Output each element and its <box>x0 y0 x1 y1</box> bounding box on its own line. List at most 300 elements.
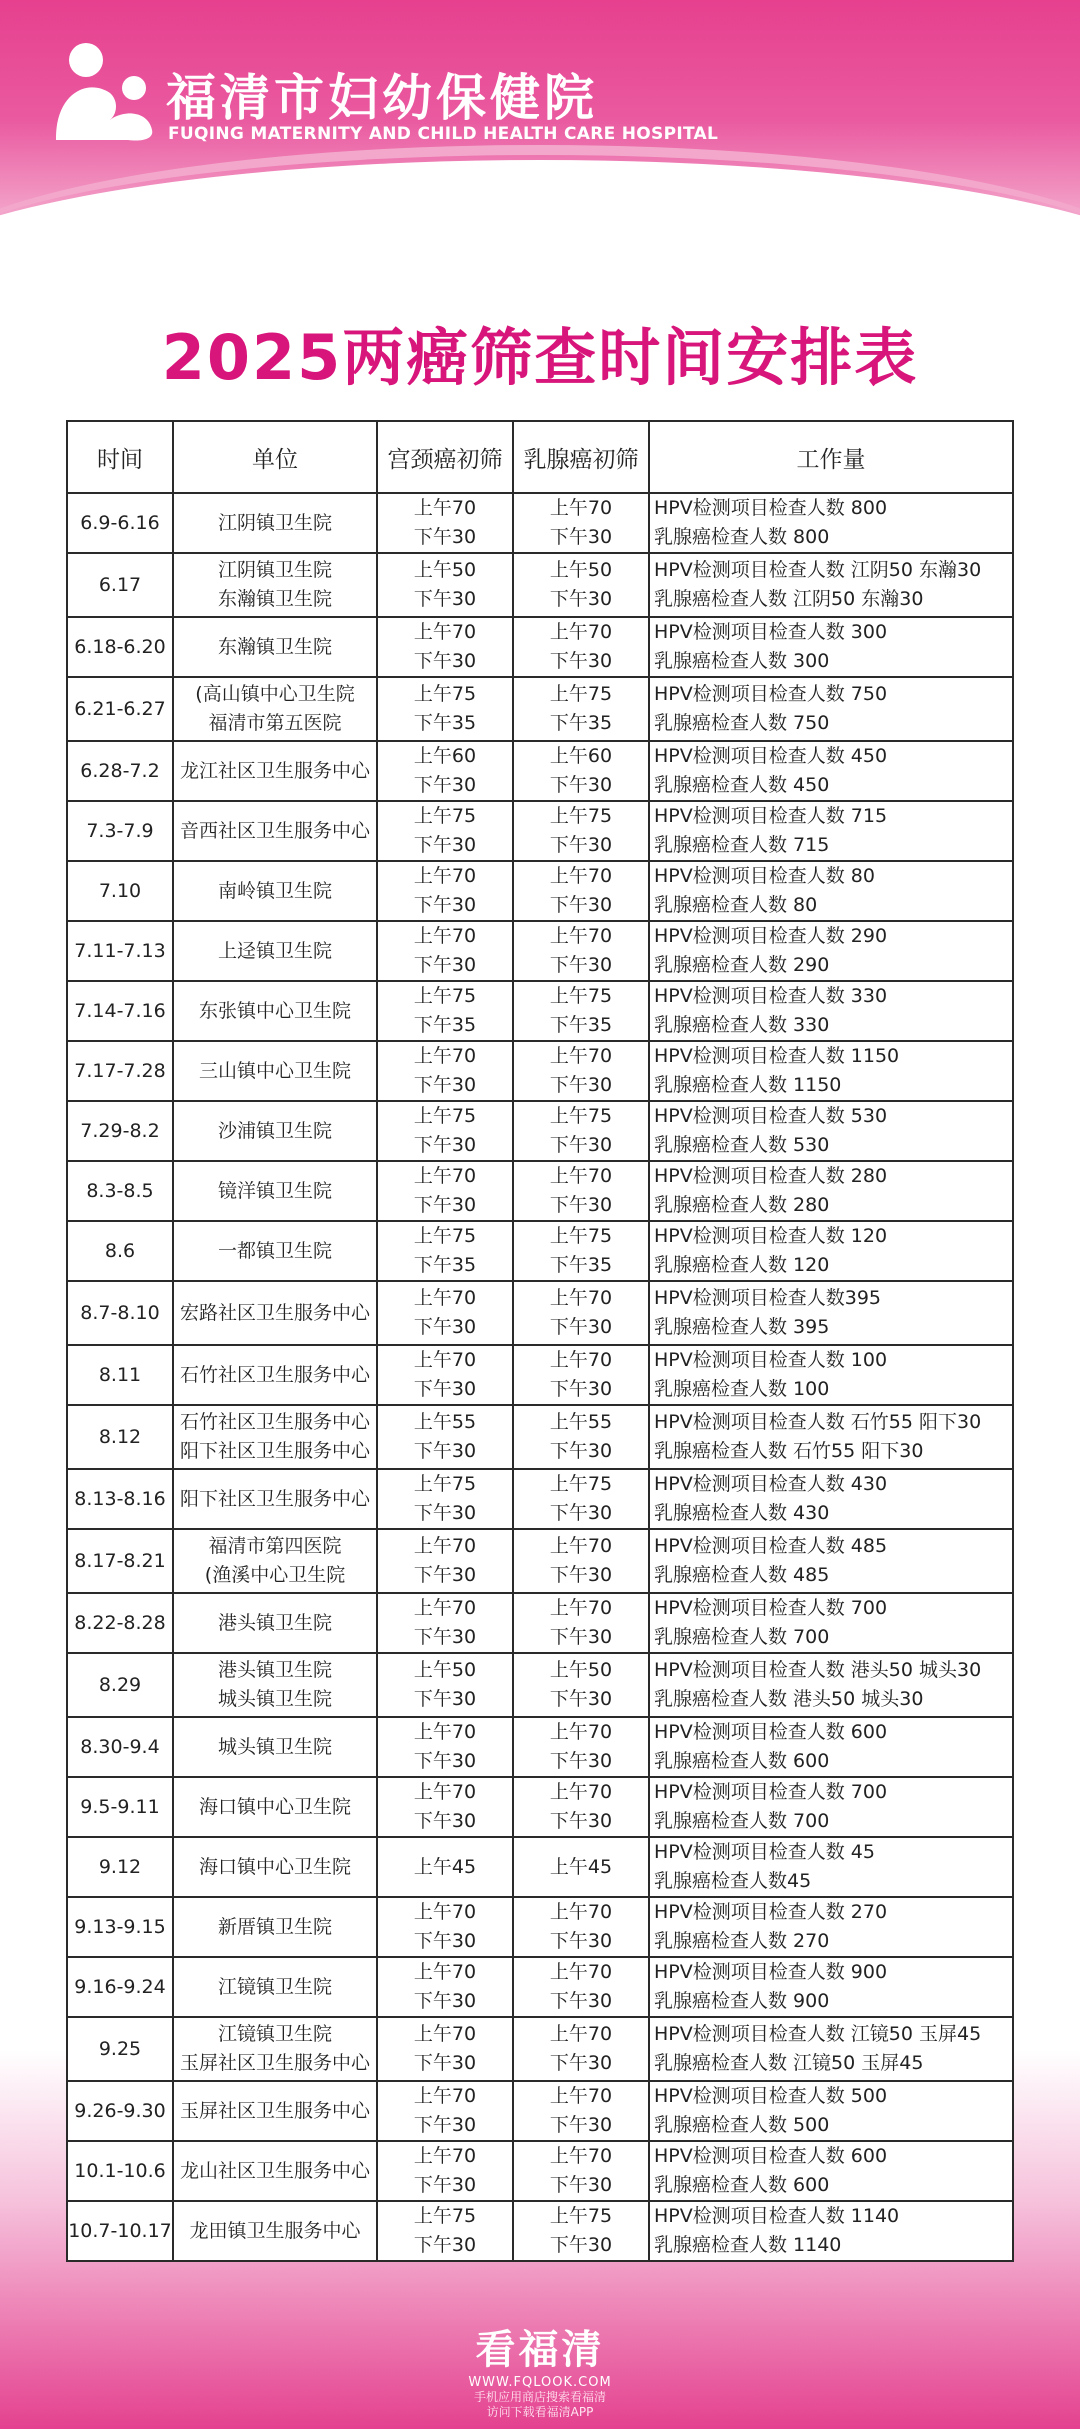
cell-workload-line: HPV检测项目检查人数 100 <box>654 1349 888 1371</box>
cell-time: 7.29-8.2 <box>67 1101 173 1161</box>
cell-unit <box>173 1405 377 1469</box>
cell-breast-line: 下午30 <box>549 1194 613 1216</box>
cell-unit <box>173 2141 377 2201</box>
cell-breast-line: 上午70 <box>549 1901 613 1923</box>
cell-unit-line: 沙浦镇卫生院 <box>217 1119 332 1142</box>
cell-workload-line: 乳腺癌检查人数 80 <box>654 894 818 916</box>
cell-cervical-line: 下午30 <box>413 650 477 672</box>
cell-unit-line: 江镜镇卫生院 <box>217 1975 332 1998</box>
cell-breast <box>513 1717 649 1777</box>
cell-workload-line: 乳腺癌检查人数 1140 <box>654 2234 842 2256</box>
cell-unit <box>173 1345 377 1405</box>
cell-time: 8.3-8.5 <box>67 1161 173 1221</box>
cell-workload-line: 乳腺癌检查人数45 <box>654 1870 812 1892</box>
cell-workload-line: HPV检测项目检查人数 700 <box>654 1781 888 1803</box>
cell-unit <box>173 553 377 617</box>
cell-unit-line: 上迳镇卫生院 <box>217 939 332 962</box>
table-row <box>67 1717 1013 1777</box>
cell-unit <box>173 617 377 677</box>
cell-cervical-line: 上午75 <box>413 985 477 1007</box>
cell-time: 7.17-7.28 <box>67 1041 173 1101</box>
table-row <box>67 2201 1013 2261</box>
cell-workload-line: 乳腺癌检查人数 100 <box>654 1378 830 1400</box>
cell-breast-line: 下午30 <box>549 2174 613 2196</box>
cell-breast <box>513 1345 649 1405</box>
cell-workload-line: HPV检测项目检查人数 270 <box>654 1901 888 1923</box>
cell-breast <box>513 617 649 677</box>
cell-workload-line: 乳腺癌检查人数 800 <box>654 526 830 548</box>
hospital-logo-icon <box>48 38 158 148</box>
cell-time: 9.12 <box>67 1837 173 1897</box>
cell-unit-line: 福清市第四医院 <box>208 1535 342 1557</box>
footer-note-1: 手机应用商店搜索看福清 <box>473 2390 606 2404</box>
table-row <box>67 1593 1013 1653</box>
cell-breast <box>513 553 649 617</box>
cell-unit-line: 龙田镇卫生服务中心 <box>189 2219 361 2242</box>
table-row <box>67 2141 1013 2201</box>
cell-unit-line: 音西社区卫生服务中心 <box>179 819 370 842</box>
cell-cervical-line: 上午70 <box>413 1781 477 1803</box>
cell-workload-line: HPV检测项目检查人数 江阴50 东瀚30 <box>654 559 982 581</box>
cell-cervical <box>377 1837 513 1897</box>
cell-cervical-line: 上午75 <box>413 1225 477 1247</box>
cell-breast-line: 下午30 <box>549 1564 613 1586</box>
cell-cervical-line: 下午30 <box>413 1316 477 1338</box>
cell-cervical-line: 上午70 <box>413 621 477 643</box>
cell-unit <box>173 1221 377 1281</box>
cell-workload-line: 乳腺癌检查人数 500 <box>654 2114 830 2136</box>
cell-time: 8.6 <box>67 1221 173 1281</box>
cell-time: 8.17-8.21 <box>67 1529 173 1593</box>
cell-breast <box>513 1281 649 1345</box>
cell-breast-line: 下午30 <box>549 1074 613 1096</box>
cell-cervical-line: 下午30 <box>413 1378 477 1400</box>
cell-cervical-line: 上午70 <box>413 1597 477 1619</box>
cell-workload <box>649 1717 1013 1777</box>
cell-cervical <box>377 2017 513 2081</box>
cell-workload-line: HPV检测项目检查人数 45 <box>654 1841 875 1863</box>
cell-cervical-line: 上午70 <box>413 1287 477 1309</box>
cell-cervical-line: 下午30 <box>413 1626 477 1648</box>
cell-time: 8.30-9.4 <box>67 1717 173 1777</box>
cell-unit-line: 宏路社区卫生服务中心 <box>179 1301 370 1324</box>
cell-time: 8.13-8.16 <box>67 1469 173 1529</box>
table-row <box>67 1653 1013 1717</box>
cell-breast <box>513 1957 649 2017</box>
cell-workload-line: 乳腺癌检查人数 715 <box>654 834 830 856</box>
table-row <box>67 801 1013 861</box>
cell-breast-line: 下午30 <box>549 1440 613 1462</box>
cell-cervical <box>377 1529 513 1593</box>
cell-unit-line: (渔溪中心卫生院 <box>204 1564 346 1586</box>
cell-workload <box>649 801 1013 861</box>
cell-workload-line: HPV检测项目检查人数 1150 <box>654 1045 900 1067</box>
cell-workload <box>649 1957 1013 2017</box>
cell-cervical-line: 上午75 <box>413 805 477 827</box>
cell-time: 8.7-8.10 <box>67 1281 173 1345</box>
cell-breast <box>513 981 649 1041</box>
cell-workload-line: 乳腺癌检查人数 120 <box>654 1254 830 1276</box>
cell-breast <box>513 861 649 921</box>
cell-workload-line: HPV检测项目检查人数 600 <box>654 2145 888 2167</box>
cell-workload-line: 乳腺癌检查人数 1150 <box>654 1074 842 1096</box>
cell-breast-line: 下午30 <box>549 2114 613 2136</box>
cell-unit-line: 东瀚镇卫生院 <box>217 588 332 610</box>
cell-unit <box>173 1593 377 1653</box>
cell-unit-line: 福清市第五医院 <box>208 712 342 734</box>
cell-unit <box>173 981 377 1041</box>
cell-cervical-line: 上午70 <box>413 1961 477 1983</box>
cell-breast-line: 下午30 <box>549 1930 613 1952</box>
cell-cervical <box>377 1161 513 1221</box>
cell-unit <box>173 861 377 921</box>
table-row <box>67 2081 1013 2141</box>
cell-cervical <box>377 1957 513 2017</box>
cell-breast-line: 下午35 <box>549 712 613 734</box>
cell-cervical-line: 上午70 <box>413 865 477 887</box>
cell-breast <box>513 677 649 741</box>
cell-cervical <box>377 1041 513 1101</box>
column-header-time: 时间 <box>67 421 173 493</box>
cell-cervical-line: 下午30 <box>413 2052 477 2074</box>
cell-cervical <box>377 2201 513 2261</box>
cell-breast <box>513 1469 649 1529</box>
cell-unit-line: 江阴镇卫生院 <box>217 511 332 534</box>
cell-breast-line: 下午30 <box>549 1810 613 1832</box>
cell-workload-line: 乳腺癌检查人数 江阴50 东瀚30 <box>654 588 924 610</box>
table-row <box>67 1161 1013 1221</box>
cell-cervical-line: 下午30 <box>413 1564 477 1586</box>
cell-time: 6.28-7.2 <box>67 741 173 801</box>
cell-workload-line: 乳腺癌检查人数 700 <box>654 1626 830 1648</box>
cell-workload <box>649 553 1013 617</box>
cell-time: 6.18-6.20 <box>67 617 173 677</box>
cell-cervical-line: 上午70 <box>413 1349 477 1371</box>
cell-unit <box>173 1281 377 1345</box>
cell-breast-line: 下午30 <box>549 1134 613 1156</box>
cell-workload-line: HPV检测项目检查人数 900 <box>654 1961 888 1983</box>
cell-cervical-line: 上午70 <box>413 1721 477 1743</box>
cell-cervical-line: 上午70 <box>413 2085 477 2107</box>
cell-unit-line: (高山镇中心卫生院 <box>195 683 355 705</box>
cell-breast-line: 上午50 <box>549 1659 613 1681</box>
footer-brand: 看福清 <box>475 2326 605 2373</box>
cell-cervical-line: 下午30 <box>413 1688 477 1710</box>
cell-breast <box>513 921 649 981</box>
cell-breast <box>513 493 649 553</box>
cell-breast-line: 下午30 <box>549 1316 613 1338</box>
cell-breast-line: 上午70 <box>549 497 613 519</box>
cell-time: 7.10 <box>67 861 173 921</box>
cell-time: 9.25 <box>67 2017 173 2081</box>
cell-workload <box>649 741 1013 801</box>
cell-breast-line: 下午30 <box>549 1990 613 2012</box>
cell-breast <box>513 2017 649 2081</box>
cell-workload-line: 乳腺癌检查人数 700 <box>654 1810 830 1832</box>
cell-workload-line: HPV检测项目检查人数 80 <box>654 865 875 887</box>
cell-cervical-line: 下午30 <box>413 774 477 796</box>
table-row <box>67 1837 1013 1897</box>
cell-unit-line: 海口镇中心卫生院 <box>198 1855 351 1878</box>
cell-workload <box>649 921 1013 981</box>
cell-cervical <box>377 1593 513 1653</box>
table-body <box>67 493 1013 2261</box>
cell-breast <box>513 1101 649 1161</box>
cell-cervical-line: 上午75 <box>413 1473 477 1495</box>
cell-breast-line: 下午30 <box>549 526 613 548</box>
cell-cervical-line: 上午75 <box>413 683 477 705</box>
cell-time: 7.14-7.16 <box>67 981 173 1041</box>
cell-unit <box>173 801 377 861</box>
cell-workload <box>649 1837 1013 1897</box>
cell-cervical <box>377 617 513 677</box>
cell-workload <box>649 1529 1013 1593</box>
cell-cervical-line: 下午30 <box>413 1074 477 1096</box>
cell-unit <box>173 741 377 801</box>
cell-breast-line: 上午70 <box>549 925 613 947</box>
cell-cervical-line: 下午35 <box>413 712 477 734</box>
cell-workload-line: HPV检测项目检查人数 1140 <box>654 2205 900 2227</box>
cell-breast-line: 下午30 <box>549 1626 613 1648</box>
table-row <box>67 741 1013 801</box>
cell-workload <box>649 1041 1013 1101</box>
cell-unit <box>173 1529 377 1593</box>
table-row <box>67 1469 1013 1529</box>
cell-workload-line: HPV检测项目检查人数 800 <box>654 497 888 519</box>
cell-breast-line: 下午30 <box>549 2052 613 2074</box>
cell-cervical-line: 下午30 <box>413 1990 477 2012</box>
cell-breast-line: 上午70 <box>549 865 613 887</box>
cell-breast <box>513 801 649 861</box>
cell-cervical-line: 下午30 <box>413 1134 477 1156</box>
cell-unit <box>173 1897 377 1957</box>
cell-cervical-line: 下午30 <box>413 588 477 610</box>
table-row <box>67 1345 1013 1405</box>
cell-breast-line: 上午75 <box>549 2205 613 2227</box>
cell-cervical-line: 上午45 <box>413 1855 477 1878</box>
cell-breast-line: 上午70 <box>549 2085 613 2107</box>
cell-unit <box>173 1469 377 1529</box>
cell-breast-line: 上午75 <box>549 985 613 1007</box>
cell-unit <box>173 1957 377 2017</box>
cell-breast-line: 下午30 <box>549 1502 613 1524</box>
cell-time: 8.11 <box>67 1345 173 1405</box>
cell-cervical <box>377 553 513 617</box>
cell-breast-line: 上午75 <box>549 1105 613 1127</box>
cell-cervical <box>377 1405 513 1469</box>
cell-cervical <box>377 677 513 741</box>
cell-cervical <box>377 1469 513 1529</box>
cell-breast <box>513 1041 649 1101</box>
cell-unit <box>173 1653 377 1717</box>
cell-unit <box>173 2017 377 2081</box>
cell-cervical-line: 上午70 <box>413 1535 477 1557</box>
cell-breast-line: 上午75 <box>549 805 613 827</box>
cell-workload-line: 乳腺癌检查人数 530 <box>654 1134 830 1156</box>
cell-workload-line: 乳腺癌检查人数 750 <box>654 712 830 734</box>
cell-time: 8.29 <box>67 1653 173 1717</box>
cell-cervical-line: 下午30 <box>413 954 477 976</box>
cell-workload <box>649 617 1013 677</box>
cell-unit-line: 阳下社区卫生服务中心 <box>179 1487 370 1510</box>
cell-breast-line: 上午75 <box>549 1473 613 1495</box>
cell-breast <box>513 741 649 801</box>
cell-cervical <box>377 801 513 861</box>
cell-workload-line: 乳腺癌检查人数 900 <box>654 1990 830 2012</box>
cell-cervical <box>377 1777 513 1837</box>
cell-breast <box>513 1405 649 1469</box>
cell-workload-line: 乳腺癌检查人数 300 <box>654 650 830 672</box>
cell-cervical-line: 上午70 <box>413 1165 477 1187</box>
hospital-name: 福清市妇幼保健院 <box>166 68 598 127</box>
cell-time: 7.11-7.13 <box>67 921 173 981</box>
cell-workload-line: 乳腺癌检查人数 600 <box>654 1750 830 1772</box>
cell-breast-line: 下午30 <box>549 588 613 610</box>
table-row <box>67 1281 1013 1345</box>
cell-cervical-line: 下午30 <box>413 1440 477 1462</box>
cell-breast-line: 上午45 <box>549 1855 613 1878</box>
cell-workload-line: HPV检测项目检查人数 石竹55 阳下30 <box>654 1411 982 1433</box>
cell-breast-line: 上午60 <box>549 745 613 767</box>
cell-unit-line: 港头镇卫生院 <box>217 1659 332 1681</box>
column-header-unit: 单位 <box>173 421 377 493</box>
cell-cervical-line: 上午75 <box>413 1105 477 1127</box>
cell-breast <box>513 2201 649 2261</box>
cell-workload-line: HPV检测项目检查人数 300 <box>654 621 888 643</box>
cell-workload-line: 乳腺癌检查人数 395 <box>654 1316 830 1338</box>
cell-time: 9.13-9.15 <box>67 1897 173 1957</box>
table-row <box>67 1101 1013 1161</box>
cell-breast <box>513 1593 649 1653</box>
cell-workload-line: 乳腺癌检查人数 290 <box>654 954 830 976</box>
cell-unit <box>173 1777 377 1837</box>
table-row <box>67 981 1013 1041</box>
cell-workload <box>649 1281 1013 1345</box>
cell-workload-line: 乳腺癌检查人数 450 <box>654 774 830 796</box>
cell-workload-line: HPV检测项目检查人数 750 <box>654 683 888 705</box>
hearts-decoration-icon <box>180 170 360 300</box>
cell-cervical-line: 下午30 <box>413 1750 477 1772</box>
cell-workload-line: 乳腺癌检查人数 港头50 城头30 <box>654 1688 924 1710</box>
cell-breast <box>513 1653 649 1717</box>
cell-time: 6.9-6.16 <box>67 493 173 553</box>
cell-unit <box>173 1101 377 1161</box>
cell-breast-line: 下午35 <box>549 1254 613 1276</box>
cell-cervical-line: 上午75 <box>413 2205 477 2227</box>
cell-cervical <box>377 1101 513 1161</box>
cell-workload-line: HPV检测项目检查人数 450 <box>654 745 888 767</box>
cell-time: 7.3-7.9 <box>67 801 173 861</box>
cell-workload-line: HPV检测项目检查人数 280 <box>654 1165 888 1187</box>
table-row <box>67 1777 1013 1837</box>
schedule-table <box>66 420 1014 2262</box>
cell-workload-line: HPV检测项目检查人数395 <box>654 1287 882 1309</box>
cell-unit-line: 江镜镇卫生院 <box>217 2023 332 2045</box>
cell-time: 9.26-9.30 <box>67 2081 173 2141</box>
cell-cervical <box>377 861 513 921</box>
table-row <box>67 1221 1013 1281</box>
cell-time: 9.5-9.11 <box>67 1777 173 1837</box>
cell-breast-line: 上午70 <box>549 1287 613 1309</box>
cell-cervical-line: 下午30 <box>413 526 477 548</box>
cell-breast <box>513 2141 649 2201</box>
cell-unit-line: 城头镇卫生院 <box>217 1735 332 1758</box>
cell-unit-line: 东张镇中心卫生院 <box>198 999 351 1022</box>
cell-unit-line: 城头镇卫生院 <box>217 1688 332 1710</box>
footer-note-2: 访问下载看福清APP <box>486 2405 594 2419</box>
cell-unit-line: 江阴镇卫生院 <box>217 559 332 581</box>
cell-cervical-line: 上午70 <box>413 2145 477 2167</box>
cell-cervical-line: 下午35 <box>413 1254 477 1276</box>
cell-cervical <box>377 1897 513 1957</box>
cell-workload-line: 乳腺癌检查人数 330 <box>654 1014 830 1036</box>
cell-breast <box>513 2081 649 2141</box>
cell-breast-line: 上午70 <box>549 1165 613 1187</box>
cell-unit-line: 三山镇中心卫生院 <box>198 1059 351 1082</box>
cell-cervical-line: 上午70 <box>413 1045 477 1067</box>
cell-breast-line: 上午55 <box>549 1411 613 1433</box>
cell-unit <box>173 1041 377 1101</box>
cell-cervical <box>377 2081 513 2141</box>
cell-breast <box>513 1161 649 1221</box>
cell-time: 6.17 <box>67 553 173 617</box>
cell-unit <box>173 2081 377 2141</box>
footer <box>0 2318 1080 2420</box>
cell-unit-line: 龙山社区卫生服务中心 <box>179 2159 370 2182</box>
cell-breast-line: 下午30 <box>549 834 613 856</box>
cell-breast <box>513 1529 649 1593</box>
cell-time: 10.7-10.17 <box>67 2201 173 2261</box>
cell-cervical <box>377 741 513 801</box>
cell-cervical-line: 下午35 <box>413 1014 477 1036</box>
cell-time: 10.1-10.6 <box>67 2141 173 2201</box>
column-header-cervical: 宫颈癌初筛 <box>377 421 513 493</box>
cell-unit <box>173 1837 377 1897</box>
cell-workload <box>649 1405 1013 1469</box>
cell-cervical-line: 下午30 <box>413 1930 477 1952</box>
cell-cervical-line: 下午30 <box>413 894 477 916</box>
cell-workload-line: HPV检测项目检查人数 港头50 城头30 <box>654 1659 982 1681</box>
cell-breast-line: 下午30 <box>549 1750 613 1772</box>
cell-workload <box>649 1593 1013 1653</box>
cell-unit-line: 玉屏社区卫生服务中心 <box>179 2099 370 2122</box>
cell-workload-line: 乳腺癌检查人数 430 <box>654 1502 830 1524</box>
cell-workload <box>649 1101 1013 1161</box>
cell-workload-line: HPV检测项目检查人数 485 <box>654 1535 888 1557</box>
cell-breast-line: 上午75 <box>549 1225 613 1247</box>
cell-workload <box>649 2141 1013 2201</box>
cell-breast-line: 上午75 <box>549 683 613 705</box>
cell-cervical <box>377 1221 513 1281</box>
cell-workload-line: HPV检测项目检查人数 715 <box>654 805 888 827</box>
cell-cervical <box>377 2141 513 2201</box>
cell-workload-line: 乳腺癌检查人数 江镜50 玉屏45 <box>654 2052 924 2074</box>
table-row <box>67 617 1013 677</box>
cell-workload <box>649 2017 1013 2081</box>
cell-workload <box>649 1777 1013 1837</box>
table-row <box>67 1529 1013 1593</box>
cell-breast-line: 下午35 <box>549 1014 613 1036</box>
cell-workload-line: HPV检测项目检查人数 430 <box>654 1473 888 1495</box>
cell-cervical <box>377 1281 513 1345</box>
hospital-name-english: FUQING MATERNITY AND CHILD HEALTH CARE HOSPITAL <box>168 124 719 144</box>
table-row <box>67 1405 1013 1469</box>
cell-workload-line: 乳腺癌检查人数 石竹55 阳下30 <box>654 1440 924 1462</box>
cell-cervical-line: 上午70 <box>413 497 477 519</box>
cell-breast <box>513 1221 649 1281</box>
cell-time: 8.12 <box>67 1405 173 1469</box>
cell-unit-line: 石竹社区卫生服务中心 <box>179 1363 370 1386</box>
